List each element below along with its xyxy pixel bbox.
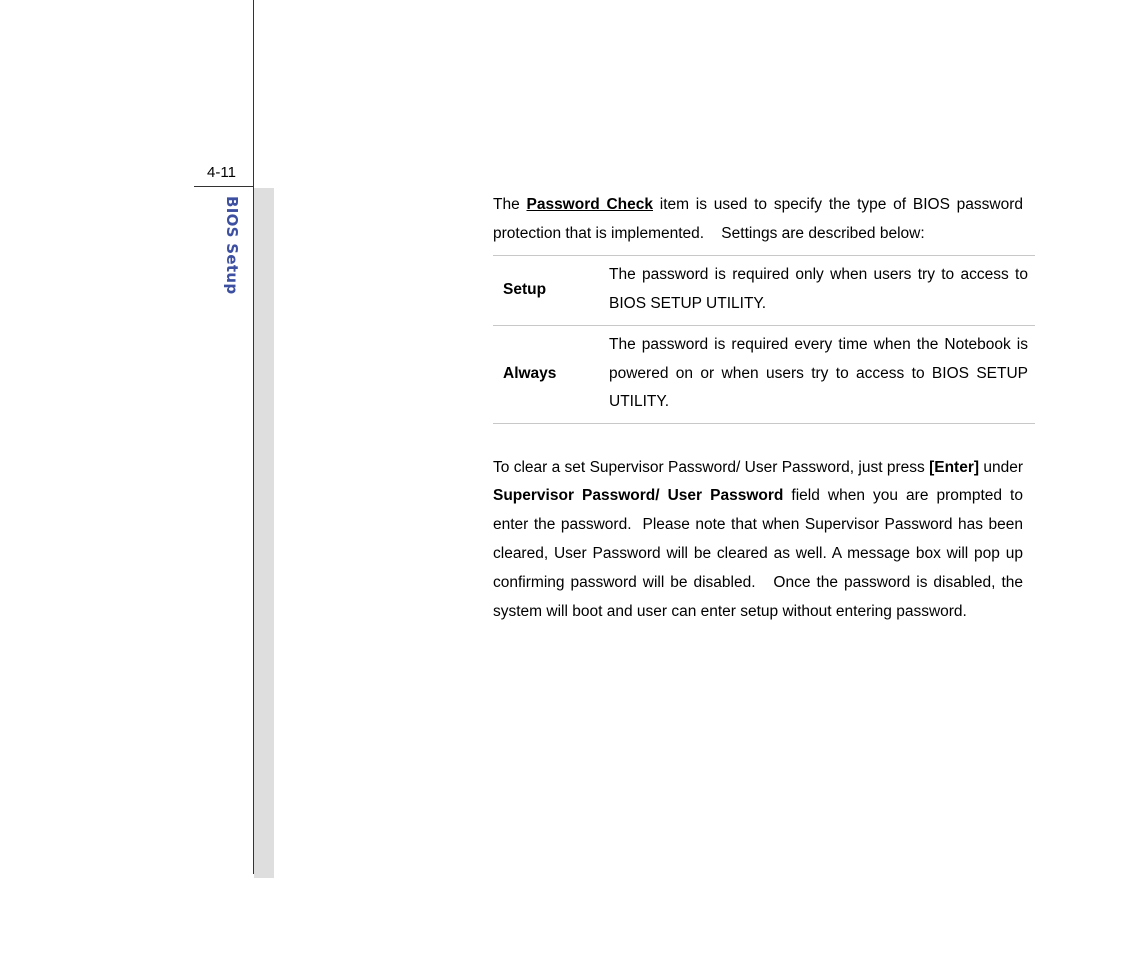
clear-part3: field when you are prompted to enter the password. Please note that when Supervisor Password has been cleared, User Password will be cleared as well. A message box will pop up confirming password will be disabled. Once the password is disabled, the system will boot and user can enter setup without entering password.: [493, 487, 1023, 620]
intro-lead: The: [493, 196, 527, 213]
enter-key: [Enter]: [929, 458, 980, 476]
password-field-name: Supervisor Password/ User Password: [493, 487, 784, 505]
section-title: BIOS Setup: [223, 196, 241, 295]
clear-password-paragraph: [493, 454, 1023, 627]
clear-part1: To clear a set Supervisor Password/ User Password, just press: [493, 458, 930, 476]
intro-paragraph: [493, 191, 1023, 249]
margin-gray-bar: [254, 188, 274, 878]
password-check-term: Password Check: [526, 196, 653, 213]
page-number: 4-11: [194, 164, 253, 187]
table-row: [493, 255, 1035, 325]
intro-rest: item is used to specify the type of BIOS password protection that is implemented. Settings are described below:: [493, 196, 1024, 242]
table-row: [493, 325, 1035, 423]
settings-table: [493, 255, 1035, 424]
clear-part2: under: [979, 458, 1023, 476]
setting-name: Setup: [503, 280, 547, 298]
setting-name: Always: [503, 364, 557, 382]
setting-description: The password is required every time when the Notebook is powered on or when users try to access to BIOS SETUP UTILITY.: [609, 335, 1028, 411]
main-content: [493, 191, 1028, 626]
setting-description: The password is required only when users try to access to BIOS SETUP UTILITY.: [609, 266, 1028, 313]
